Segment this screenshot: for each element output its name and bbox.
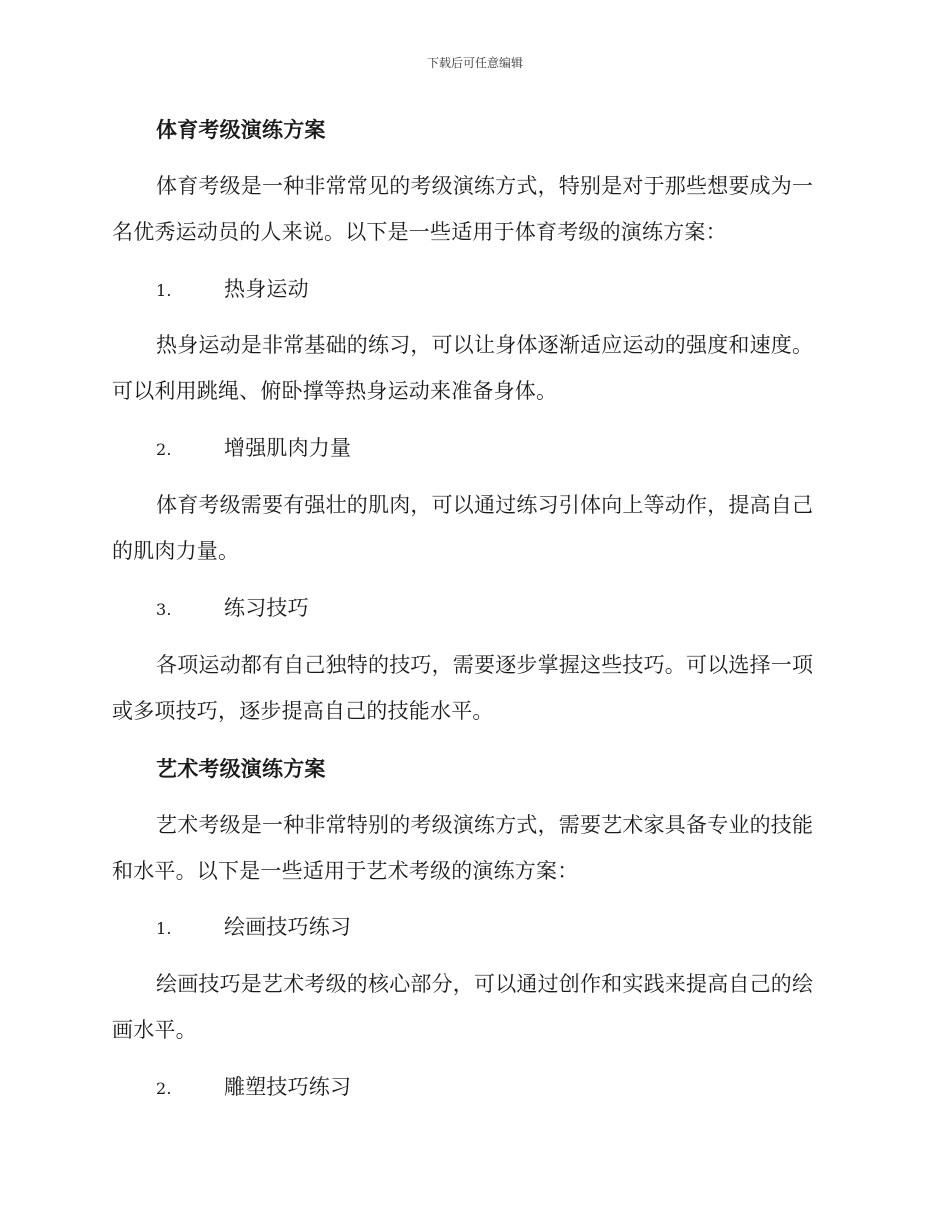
header-note: 下载后可任意编辑 [426, 56, 523, 70]
paragraph-technique: 各项运动都有自己独特的技巧，需要逐步掌握这些技巧。可以选择一项或多项技巧，逐步提高自己的技能水平。 [112, 653, 814, 723]
list-title: 增强肌肉力量 [224, 436, 352, 460]
list-item-strength [112, 433, 834, 465]
list-number: 2. [156, 1079, 172, 1098]
list-item-painting [112, 912, 834, 944]
paragraph-sports-intro: 体育考级是一种非常常见的考级演练方式，特别是对于那些想要成为一名优秀运动员的人来说。以下是一些适用于体育考级的演练方案： [112, 174, 814, 244]
list-number: 1. [156, 281, 172, 300]
list-title: 练习技巧 [224, 596, 309, 620]
section-heading-sports: 体育考级演练方案 [156, 118, 326, 142]
paragraph-painting: 绘画技巧是艺术考级的核心部分，可以通过创作和实践来提高自己的绘画水平。 [112, 972, 814, 1042]
list-number: 3. [156, 600, 172, 619]
paragraph-strength: 体育考级需要有强壮的肌肉，可以通过练习引体向上等动作，提高自己的肌肉力量。 [112, 493, 814, 563]
list-title: 热身运动 [224, 277, 309, 301]
list-number: 1. [156, 919, 172, 938]
list-title: 雕塑技巧练习 [224, 1075, 352, 1099]
list-item-sculpture [112, 1072, 834, 1104]
list-item-warmup [112, 274, 834, 306]
list-title: 绘画技巧练习 [224, 915, 352, 939]
section-heading-art: 艺术考级演练方案 [156, 757, 326, 781]
list-item-technique [112, 593, 834, 625]
paragraph-art-intro: 艺术考级是一种非常特别的考级演练方式，需要艺术家具备专业的技能和水平。以下是一些适用于艺术考级的演练方案： [112, 813, 814, 883]
paragraph-warmup: 热身运动是非常基础的练习，可以让身体逐渐适应运动的强度和速度。可以利用跳绳、俯卧撑等热身运动来准备身体。 [112, 333, 814, 403]
list-number: 2. [156, 440, 172, 459]
